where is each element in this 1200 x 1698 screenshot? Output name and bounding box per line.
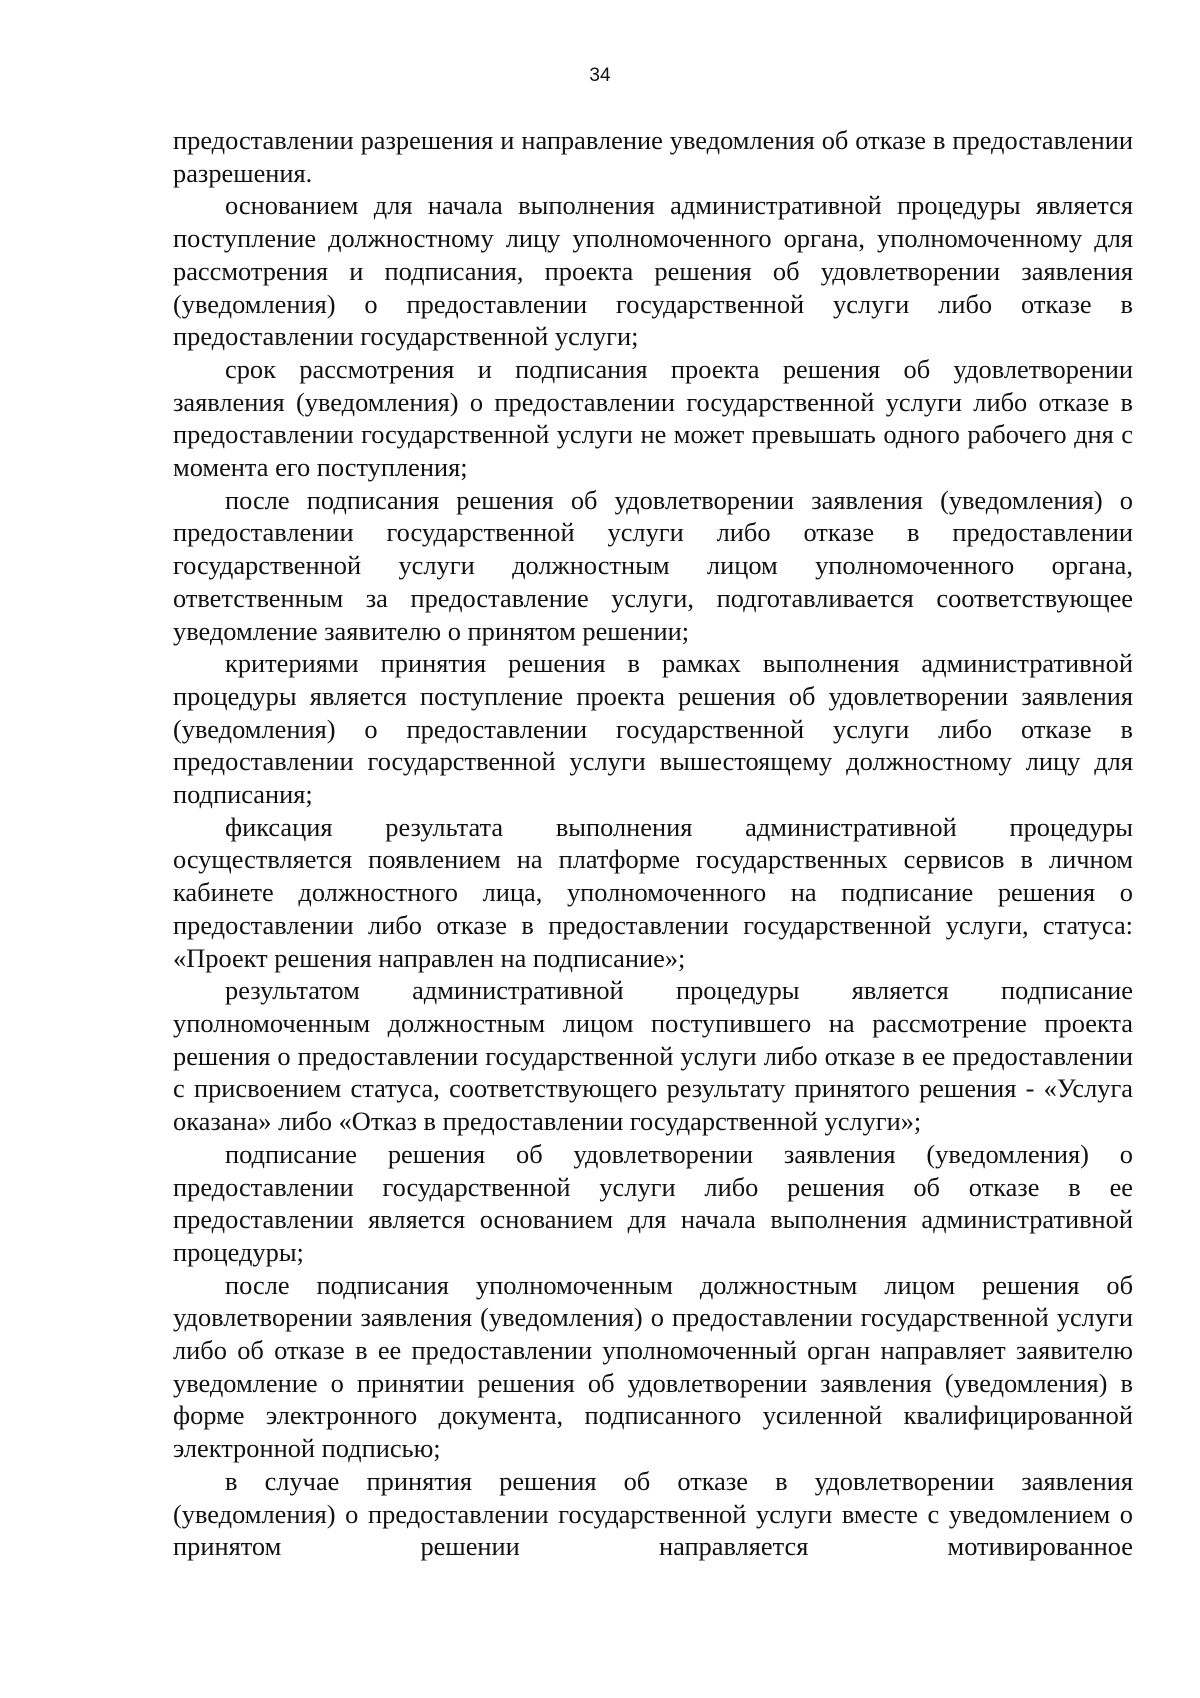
paragraph: основанием для начала выполнения административной процедуры является поступление должностному лицу уполномоченного органа, уполномоченному для рассмотрения и подписания, проекта решения об удовлетворении заявления (уведомления) о предоставлении государственной услуги либо отказе в предоставлении государственной услуги;: [173, 190, 1133, 352]
paragraph: фиксация результата выполнения административной процедуры осуществляется появлением на платформе государственных сервисов в личном кабинете должностного лица, уполномоченного на подписание решения о предоставлении либо отказе в предоставлении государственной услуги, статуса: «Проект решения направлен на подписание»;: [173, 811, 1133, 973]
paragraph: после подписания решения об удовлетворении заявления (уведомления) о предоставлении государственной услуги либо отказе в предоставлении государственной услуги должностным лицом уполномоченного органа, ответственным за предоставление услуги, подготавливается соответствующее уведомление заявителю о принятом решении;: [173, 484, 1133, 646]
paragraph-continuation: предоставлении разрешения и направление уведомления об отказе в предоставлении разрешения.: [173, 125, 1133, 188]
paragraph: критериями принятия решения в рамках выполнения административной процедуры является поступление проекта решения об удовлетворении заявления (уведомления) о предоставлении государственной услуги либо отказе в предоставлении государственной услуги вышестоящему должностному лицу для подписания;: [173, 648, 1133, 810]
paragraph: после подписания уполномоченным должностным лицом решения об удовлетворении заявления (уведомления) о предоставлении государственной услуги либо об отказе в ее предоставлении уполномоченный орган направляет заявителю уведомление о принятии решения об удовлетворении заявления (уведомления) в форме электронного документа, подписанного усиленной квалифицированной электронной подписью;: [173, 1269, 1133, 1464]
paragraph: результатом административной процедуры является подписание уполномоченным должностным лицом поступившего на рассмотрение проекта решения о предоставлении государственной услуги либо отказе в ее предоставлении с присвоением статуса, соответствующего результату принятого решения - «Услуга оказана» либо «Отказ в предоставлении государственной услуги»;: [173, 975, 1133, 1137]
document-body: [173, 124, 1133, 1563]
paragraph: срок рассмотрения и подписания проекта решения об удовлетворении заявления (уведомления) о предоставлении государственной услуги либо отказе в предоставлении государственной услуги не может превышать одного рабочего дня с момента его поступления;: [173, 353, 1133, 483]
page-number: 34: [589, 65, 611, 86]
paragraph-continued: в случае принятия решения об отказе в удовлетворении заявления (уведомления) о предоставлении государственной услуги вместе с уведомлением о принятом решении направляется мотивированное: [173, 1465, 1133, 1562]
paragraph: подписание решения об удовлетворении заявления (уведомления) о предоставлении государственной услуги либо решения об отказе в ее предоставлении является основанием для начала выполнения административной процедуры;: [173, 1138, 1133, 1267]
